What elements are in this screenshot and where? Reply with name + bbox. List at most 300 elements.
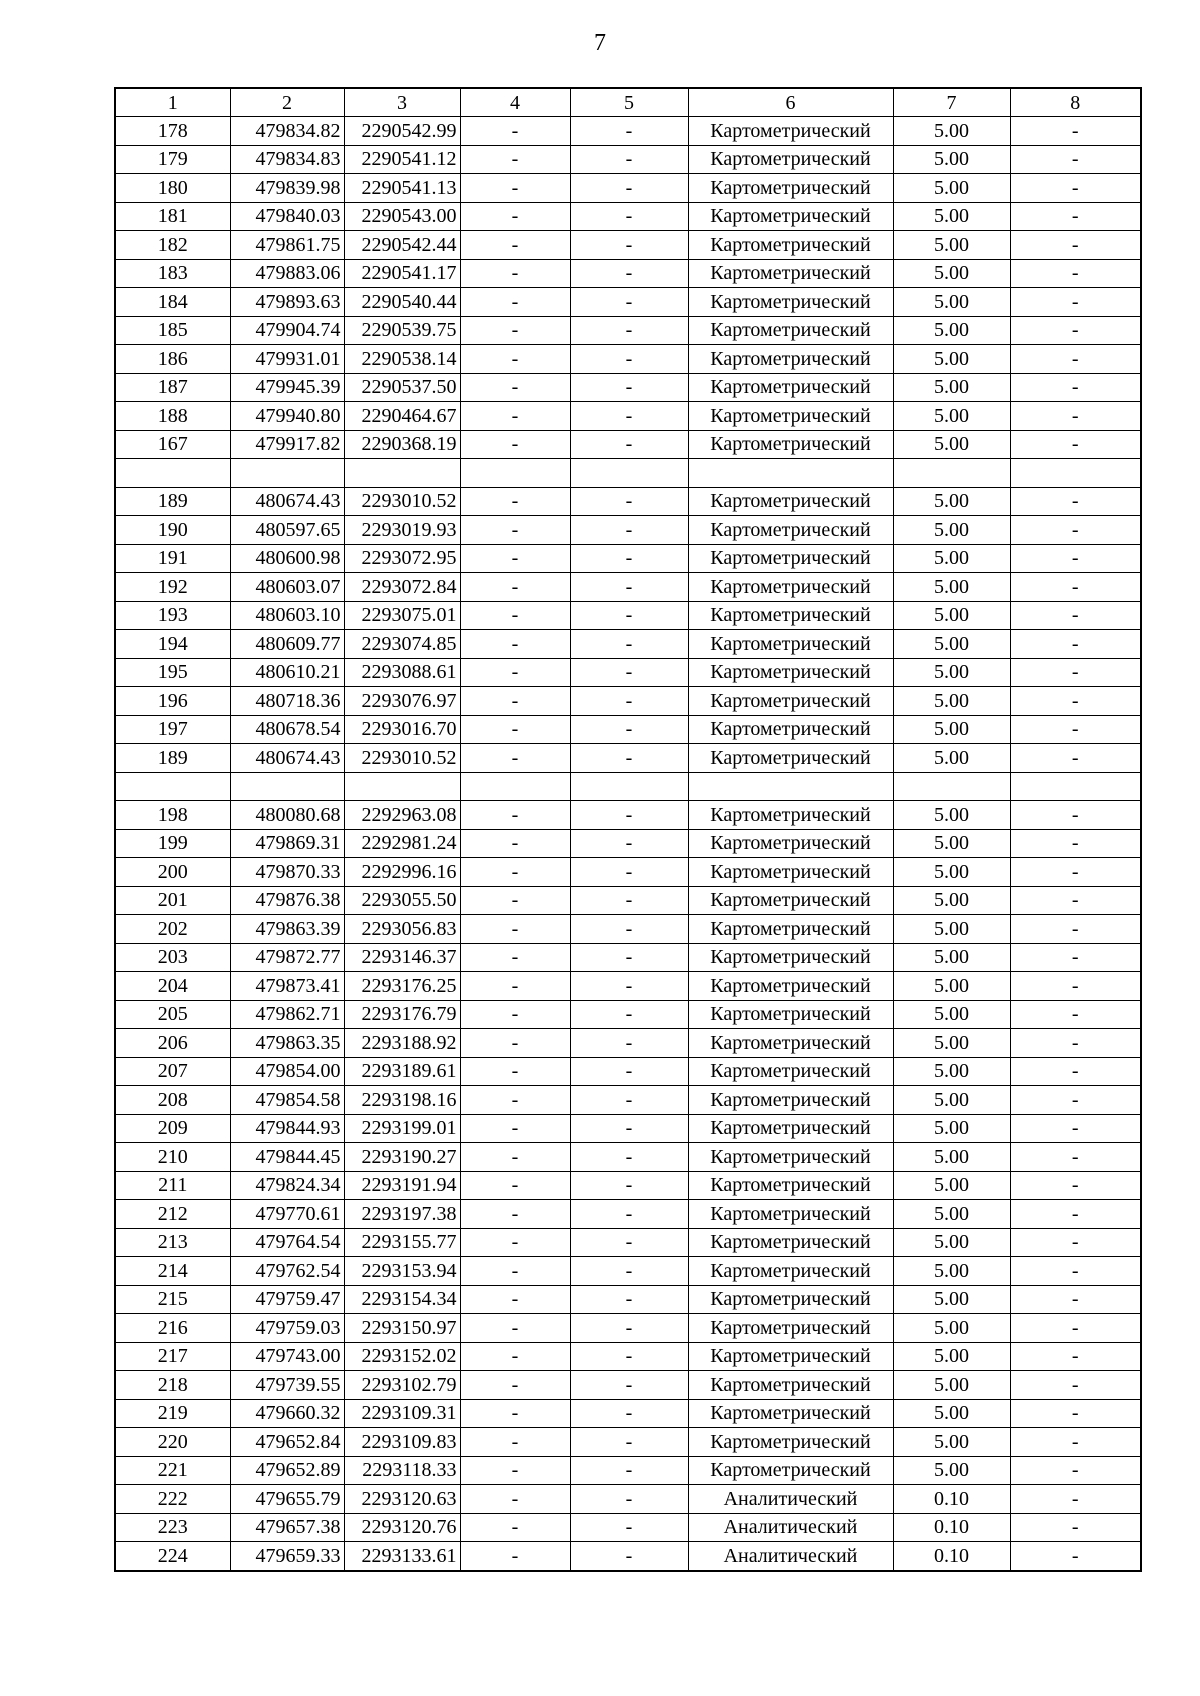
cell-col-8: -: [1010, 259, 1141, 288]
cell-accuracy: 5.00: [893, 145, 1010, 174]
cell-accuracy: 5.00: [893, 117, 1010, 146]
cell-coord-y: 2293198.16: [344, 1086, 460, 1115]
cell-col-8: -: [1010, 117, 1141, 146]
cell-method: Картометрический: [688, 373, 893, 402]
table-row: [115, 259, 1141, 288]
cell-point-number: 185: [115, 316, 230, 345]
cell-point-number: 197: [115, 715, 230, 744]
table-row: [115, 345, 1141, 374]
cell-col-4: -: [460, 1542, 570, 1571]
cell-method: Картометрический: [688, 801, 893, 830]
cell-col-4: -: [460, 1171, 570, 1200]
cell-coord-y: 2293055.50: [344, 886, 460, 915]
cell-point-number: 211: [115, 1171, 230, 1200]
table-row: [115, 1171, 1141, 1200]
cell-col-5: -: [570, 972, 688, 1001]
table-row: [115, 1257, 1141, 1286]
cell-coord-y: 2290368.19: [344, 430, 460, 459]
cell-accuracy: 5.00: [893, 915, 1010, 944]
cell-coord-y: 2293155.77: [344, 1228, 460, 1257]
cell-accuracy: [893, 459, 1010, 488]
cell-col-8: -: [1010, 316, 1141, 345]
cell-accuracy: 0.10: [893, 1513, 1010, 1542]
cell-point-number: 224: [115, 1542, 230, 1571]
cell-accuracy: 5.00: [893, 288, 1010, 317]
cell-col-5: -: [570, 259, 688, 288]
cell-method: Картометрический: [688, 117, 893, 146]
table-row: [115, 1200, 1141, 1229]
cell-coord-y: 2293102.79: [344, 1371, 460, 1400]
cell-method: Картометрический: [688, 202, 893, 231]
cell-col-5: -: [570, 345, 688, 374]
cell-col-5: -: [570, 1314, 688, 1343]
cell-col-8: -: [1010, 1029, 1141, 1058]
cell-col-5: -: [570, 316, 688, 345]
cell-point-number: 189: [115, 744, 230, 773]
table-row: [115, 544, 1141, 573]
cell-coord-x: 480678.54: [230, 715, 344, 744]
cell-coord-x: 479861.75: [230, 231, 344, 260]
table-row: [115, 402, 1141, 431]
cell-coord-y: 2293188.92: [344, 1029, 460, 1058]
column-header-6: 6: [688, 88, 893, 117]
table-row: [115, 915, 1141, 944]
cell-coord-y: 2293191.94: [344, 1171, 460, 1200]
cell-method: Аналитический: [688, 1485, 893, 1514]
cell-coord-y: 2293120.63: [344, 1485, 460, 1514]
cell-point-number: 190: [115, 516, 230, 545]
cell-col-4: -: [460, 544, 570, 573]
cell-point-number: 198: [115, 801, 230, 830]
cell-accuracy: 5.00: [893, 316, 1010, 345]
table-row: [115, 1086, 1141, 1115]
cell-accuracy: 5.00: [893, 801, 1010, 830]
page-number: 7: [594, 30, 606, 56]
cell-col-5: -: [570, 744, 688, 773]
cell-method: [688, 459, 893, 488]
cell-col-8: [1010, 772, 1141, 801]
cell-col-8: -: [1010, 345, 1141, 374]
cell-col-4: -: [460, 174, 570, 203]
cell-col-8: -: [1010, 288, 1141, 317]
cell-accuracy: 5.00: [893, 1143, 1010, 1172]
column-header-5: 5: [570, 88, 688, 117]
table-row: [115, 373, 1141, 402]
cell-coord-x: 479876.38: [230, 886, 344, 915]
cell-col-8: -: [1010, 1513, 1141, 1542]
cell-point-number: 223: [115, 1513, 230, 1542]
cell-col-5: -: [570, 1114, 688, 1143]
cell-col-5: -: [570, 1371, 688, 1400]
cell-coord-x: 479883.06: [230, 259, 344, 288]
cell-col-4: -: [460, 430, 570, 459]
cell-col-4: -: [460, 972, 570, 1001]
table-header-row: [115, 88, 1141, 117]
cell-col-4: -: [460, 1257, 570, 1286]
cell-coord-y: 2292963.08: [344, 801, 460, 830]
table-row: [115, 1399, 1141, 1428]
cell-method: [688, 772, 893, 801]
cell-col-8: -: [1010, 1542, 1141, 1571]
cell-coord-x: 479862.71: [230, 1000, 344, 1029]
cell-col-5: -: [570, 1086, 688, 1115]
cell-accuracy: 5.00: [893, 658, 1010, 687]
table-row: [115, 858, 1141, 887]
cell-method: Картометрический: [688, 430, 893, 459]
cell-method: Картометрический: [688, 1143, 893, 1172]
cell-coord-x: 479764.54: [230, 1228, 344, 1257]
cell-accuracy: 5.00: [893, 487, 1010, 516]
table-row: [115, 1456, 1141, 1485]
cell-accuracy: 5.00: [893, 886, 1010, 915]
cell-col-8: -: [1010, 231, 1141, 260]
cell-accuracy: 5.00: [893, 601, 1010, 630]
cell-coord-x: 479869.31: [230, 829, 344, 858]
cell-coord-x: 479945.39: [230, 373, 344, 402]
cell-coord-x: 479844.93: [230, 1114, 344, 1143]
cell-coord-x: 479770.61: [230, 1200, 344, 1229]
cell-col-4: -: [460, 288, 570, 317]
cell-col-5: -: [570, 145, 688, 174]
cell-col-4: -: [460, 943, 570, 972]
cell-col-4: -: [460, 1456, 570, 1485]
cell-col-4: -: [460, 117, 570, 146]
cell-col-5: -: [570, 288, 688, 317]
cell-method: Картометрический: [688, 231, 893, 260]
cell-col-8: -: [1010, 858, 1141, 887]
cell-col-8: -: [1010, 145, 1141, 174]
cell-col-5: -: [570, 1228, 688, 1257]
cell-coord-y: 2293120.76: [344, 1513, 460, 1542]
cell-method: Картометрический: [688, 1200, 893, 1229]
cell-coord-y: 2290464.67: [344, 402, 460, 431]
cell-col-8: -: [1010, 1285, 1141, 1314]
cell-point-number: 184: [115, 288, 230, 317]
cell-col-8: -: [1010, 202, 1141, 231]
table-row: [115, 145, 1141, 174]
cell-coord-y: 2293146.37: [344, 943, 460, 972]
cell-col-8: -: [1010, 972, 1141, 1001]
cell-col-4: -: [460, 231, 570, 260]
cell-coord-y: 2290539.75: [344, 316, 460, 345]
cell-col-4: -: [460, 829, 570, 858]
cell-col-8: -: [1010, 174, 1141, 203]
table-row: [115, 1057, 1141, 1086]
cell-coord-y: 2293056.83: [344, 915, 460, 944]
cell-accuracy: 5.00: [893, 1200, 1010, 1229]
table-row: [115, 1485, 1141, 1514]
cell-coord-x: 480610.21: [230, 658, 344, 687]
cell-point-number: 189: [115, 487, 230, 516]
cell-col-8: [1010, 459, 1141, 488]
cell-coord-x: 479652.84: [230, 1428, 344, 1457]
column-header-2: 2: [230, 88, 344, 117]
cell-point-number: 216: [115, 1314, 230, 1343]
cell-accuracy: 0.10: [893, 1485, 1010, 1514]
cell-method: Картометрический: [688, 316, 893, 345]
cell-col-5: -: [570, 1029, 688, 1058]
table-row: [115, 1000, 1141, 1029]
cell-col-5: -: [570, 1000, 688, 1029]
cell-col-8: -: [1010, 1228, 1141, 1257]
cell-point-number: 203: [115, 943, 230, 972]
cell-col-8: -: [1010, 601, 1141, 630]
table-row: [115, 117, 1141, 146]
cell-method: Картометрический: [688, 744, 893, 773]
cell-point-number: 188: [115, 402, 230, 431]
cell-method: Картометрический: [688, 1314, 893, 1343]
cell-accuracy: 5.00: [893, 345, 1010, 374]
cell-coord-y: 2293154.34: [344, 1285, 460, 1314]
cell-col-5: -: [570, 1171, 688, 1200]
cell-coord-x: 479655.79: [230, 1485, 344, 1514]
cell-coord-y: 2290540.44: [344, 288, 460, 317]
cell-method: Картометрический: [688, 1086, 893, 1115]
cell-col-5: -: [570, 231, 688, 260]
cell-col-4: -: [460, 1513, 570, 1542]
cell-point-number: 187: [115, 373, 230, 402]
cell-col-4: -: [460, 373, 570, 402]
table-row: [115, 573, 1141, 602]
table-row: [115, 715, 1141, 744]
cell-method: Картометрический: [688, 544, 893, 573]
table-row: [115, 1228, 1141, 1257]
table-row: [115, 1143, 1141, 1172]
cell-col-4: [460, 772, 570, 801]
cell-col-4: -: [460, 1228, 570, 1257]
cell-point-number: [115, 459, 230, 488]
cell-method: Картометрический: [688, 1057, 893, 1086]
cell-coord-y: 2293088.61: [344, 658, 460, 687]
cell-method: Картометрический: [688, 573, 893, 602]
cell-coord-x: [230, 772, 344, 801]
table-row: [115, 772, 1141, 801]
cell-coord-y: 2290541.13: [344, 174, 460, 203]
cell-method: Картометрический: [688, 1285, 893, 1314]
cell-col-5: -: [570, 715, 688, 744]
cell-method: Картометрический: [688, 1399, 893, 1428]
cell-point-number: 217: [115, 1342, 230, 1371]
cell-col-5: -: [570, 1285, 688, 1314]
cell-method: Картометрический: [688, 259, 893, 288]
cell-col-8: -: [1010, 1257, 1141, 1286]
cell-coord-x: 479940.80: [230, 402, 344, 431]
cell-point-number: 212: [115, 1200, 230, 1229]
cell-col-4: -: [460, 601, 570, 630]
cell-col-8: -: [1010, 1485, 1141, 1514]
cell-accuracy: 5.00: [893, 1428, 1010, 1457]
cell-point-number: 186: [115, 345, 230, 374]
table-row: [115, 829, 1141, 858]
cell-accuracy: 5.00: [893, 544, 1010, 573]
cell-col-8: -: [1010, 801, 1141, 830]
cell-accuracy: 5.00: [893, 943, 1010, 972]
cell-coord-y: 2290538.14: [344, 345, 460, 374]
cell-point-number: 193: [115, 601, 230, 630]
cell-point-number: 191: [115, 544, 230, 573]
cell-point-number: 219: [115, 1399, 230, 1428]
cell-col-8: -: [1010, 1342, 1141, 1371]
table-row: [115, 288, 1141, 317]
cell-coord-y: 2292996.16: [344, 858, 460, 887]
cell-col-4: -: [460, 687, 570, 716]
cell-coord-x: 479657.38: [230, 1513, 344, 1542]
cell-method: Картометрический: [688, 658, 893, 687]
cell-point-number: 213: [115, 1228, 230, 1257]
table-row: [115, 658, 1141, 687]
cell-accuracy: 5.00: [893, 715, 1010, 744]
cell-method: Картометрический: [688, 402, 893, 431]
cell-col-5: -: [570, 1342, 688, 1371]
cell-coord-y: 2292981.24: [344, 829, 460, 858]
cell-col-5: [570, 772, 688, 801]
table-row: [115, 1428, 1141, 1457]
cell-coord-x: 479844.45: [230, 1143, 344, 1172]
cell-coord-x: 479863.39: [230, 915, 344, 944]
cell-col-5: -: [570, 630, 688, 659]
cell-accuracy: 5.00: [893, 1029, 1010, 1058]
cell-col-5: -: [570, 658, 688, 687]
cell-point-number: 179: [115, 145, 230, 174]
cell-accuracy: 5.00: [893, 231, 1010, 260]
cell-col-5: -: [570, 1513, 688, 1542]
cell-point-number: 207: [115, 1057, 230, 1086]
cell-accuracy: 5.00: [893, 1257, 1010, 1286]
cell-col-8: -: [1010, 1371, 1141, 1400]
cell-col-4: -: [460, 402, 570, 431]
cell-col-5: -: [570, 174, 688, 203]
table-row: [115, 316, 1141, 345]
cell-col-4: -: [460, 1428, 570, 1457]
cell-col-8: -: [1010, 943, 1141, 972]
cell-col-8: -: [1010, 829, 1141, 858]
cell-point-number: 181: [115, 202, 230, 231]
cell-accuracy: 5.00: [893, 858, 1010, 887]
cell-point-number: 196: [115, 687, 230, 716]
cell-col-8: -: [1010, 1171, 1141, 1200]
table-row: [115, 1371, 1141, 1400]
cell-col-8: -: [1010, 1456, 1141, 1485]
cell-col-5: -: [570, 544, 688, 573]
cell-accuracy: 5.00: [893, 1371, 1010, 1400]
cell-accuracy: 5.00: [893, 1086, 1010, 1115]
cell-coord-y: 2290541.17: [344, 259, 460, 288]
table-row: [115, 601, 1141, 630]
cell-col-5: -: [570, 402, 688, 431]
table-row: [115, 801, 1141, 830]
cell-col-8: -: [1010, 1143, 1141, 1172]
cell-col-5: -: [570, 117, 688, 146]
cell-coord-x: 479739.55: [230, 1371, 344, 1400]
cell-coord-x: 480609.77: [230, 630, 344, 659]
cell-col-8: -: [1010, 487, 1141, 516]
table-body: [115, 117, 1141, 1571]
cell-coord-y: 2293150.97: [344, 1314, 460, 1343]
table-row: [115, 972, 1141, 1001]
cell-coord-x: 479872.77: [230, 943, 344, 972]
cell-accuracy: 5.00: [893, 630, 1010, 659]
column-header-7: 7: [893, 88, 1010, 117]
cell-col-5: -: [570, 943, 688, 972]
cell-col-8: -: [1010, 402, 1141, 431]
cell-coord-x: 480718.36: [230, 687, 344, 716]
cell-coord-y: 2293118.33: [344, 1456, 460, 1485]
cell-coord-y: 2293199.01: [344, 1114, 460, 1143]
cell-col-4: -: [460, 1285, 570, 1314]
table-row: [115, 687, 1141, 716]
cell-method: Картометрический: [688, 943, 893, 972]
cell-method: Картометрический: [688, 516, 893, 545]
cell-method: Картометрический: [688, 829, 893, 858]
cell-coord-y: 2290542.44: [344, 231, 460, 260]
cell-method: Аналитический: [688, 1542, 893, 1571]
cell-col-8: -: [1010, 915, 1141, 944]
cell-col-8: -: [1010, 1399, 1141, 1428]
cell-col-4: -: [460, 715, 570, 744]
cell-coord-y: 2293176.79: [344, 1000, 460, 1029]
cell-coord-x: 480603.10: [230, 601, 344, 630]
cell-point-number: 167: [115, 430, 230, 459]
cell-col-8: -: [1010, 1086, 1141, 1115]
cell-col-4: -: [460, 1371, 570, 1400]
cell-coord-y: 2293190.27: [344, 1143, 460, 1172]
cell-col-5: -: [570, 1542, 688, 1571]
cell-point-number: 221: [115, 1456, 230, 1485]
table-row: [115, 1314, 1141, 1343]
cell-accuracy: 5.00: [893, 1399, 1010, 1428]
cell-coord-x: 479917.82: [230, 430, 344, 459]
cell-coord-y: [344, 459, 460, 488]
cell-col-8: -: [1010, 1057, 1141, 1086]
cell-method: Картометрический: [688, 687, 893, 716]
cell-col-4: -: [460, 630, 570, 659]
cell-coord-y: 2290537.50: [344, 373, 460, 402]
cell-accuracy: 5.00: [893, 430, 1010, 459]
cell-point-number: 209: [115, 1114, 230, 1143]
cell-method: Картометрический: [688, 288, 893, 317]
cell-col-8: -: [1010, 744, 1141, 773]
cell-point-number: 218: [115, 1371, 230, 1400]
cell-accuracy: 5.00: [893, 1000, 1010, 1029]
table-row: [115, 231, 1141, 260]
cell-coord-x: 480603.07: [230, 573, 344, 602]
cell-accuracy: 5.00: [893, 516, 1010, 545]
cell-col-4: -: [460, 1143, 570, 1172]
cell-coord-x: 479854.58: [230, 1086, 344, 1115]
cell-accuracy: 5.00: [893, 1171, 1010, 1200]
table-row: [115, 1029, 1141, 1058]
cell-col-8: -: [1010, 1114, 1141, 1143]
cell-method: Картометрический: [688, 345, 893, 374]
cell-col-4: -: [460, 516, 570, 545]
table-row: [115, 630, 1141, 659]
cell-coord-x: 479854.00: [230, 1057, 344, 1086]
cell-coord-x: [230, 459, 344, 488]
table-row: [115, 1114, 1141, 1143]
cell-col-4: -: [460, 915, 570, 944]
table-row: [115, 1513, 1141, 1542]
cell-col-4: -: [460, 1086, 570, 1115]
cell-point-number: 182: [115, 231, 230, 260]
cell-coord-x: 479893.63: [230, 288, 344, 317]
cell-col-5: -: [570, 886, 688, 915]
cell-coord-x: 480597.65: [230, 516, 344, 545]
cell-col-4: [460, 459, 570, 488]
cell-point-number: 199: [115, 829, 230, 858]
cell-col-8: -: [1010, 1314, 1141, 1343]
table-row: [115, 487, 1141, 516]
cell-col-5: -: [570, 1428, 688, 1457]
